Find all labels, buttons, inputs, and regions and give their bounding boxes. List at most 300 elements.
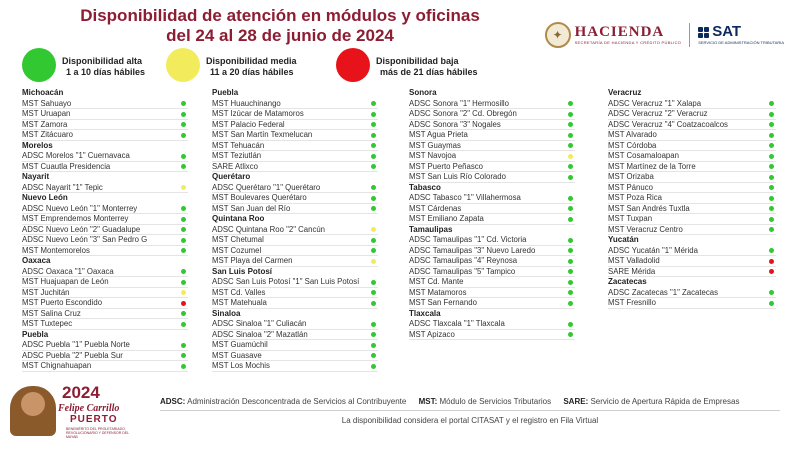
state-heading: Tabasco <box>409 182 441 192</box>
office-row <box>608 172 776 183</box>
office-row <box>22 204 188 215</box>
office-row <box>409 288 575 299</box>
office-row <box>608 141 776 152</box>
availability-dot-alta <box>371 185 376 190</box>
office-row <box>212 162 378 173</box>
office-row <box>22 309 188 320</box>
office-row <box>409 246 575 257</box>
office-name: MST Los Mochis <box>212 361 270 370</box>
office-row <box>409 204 575 215</box>
sat-mark-icon <box>698 27 709 38</box>
office-row <box>608 193 776 204</box>
office-name: MST Boulevares Querétaro <box>212 193 307 202</box>
office-row <box>212 141 378 152</box>
office-name: ADSC Veracruz "4" Coatzacoalcos <box>608 119 728 129</box>
office-row <box>22 120 188 131</box>
office-name: MST Zitácuaro <box>22 130 73 139</box>
office-row <box>22 246 188 257</box>
state-heading: Morelos <box>22 140 53 150</box>
office-row <box>212 204 378 215</box>
note-abbr: ADSC: <box>160 397 186 406</box>
office-name: MST Tehuacán <box>212 140 265 150</box>
office-row <box>608 151 776 162</box>
note-text: Módulo de Servicios Tributarios <box>439 397 552 406</box>
office-name: MST Juchitán <box>22 287 70 297</box>
availability-dot-alta <box>181 217 186 222</box>
availability-dot-alta <box>371 133 376 138</box>
availability-dot-alta <box>568 112 573 117</box>
state-heading: Nayarit <box>22 172 50 181</box>
availability-dot-baja <box>181 301 186 306</box>
availability-dot-alta <box>181 133 186 138</box>
legend <box>0 48 540 88</box>
availability-dot-baja <box>769 269 774 274</box>
office-row <box>22 298 188 309</box>
office-name: ADSC Tamaulipas "1" Cd. Victoria <box>409 235 527 244</box>
availability-dot-alta <box>568 101 573 106</box>
office-row <box>608 204 776 215</box>
office-name: MST Sahuayo <box>22 98 72 108</box>
note-text: Administración Desconcentrada de Servicios al Contribuyente <box>187 397 407 406</box>
state-heading: Michoacán <box>22 88 64 97</box>
office-row <box>409 99 575 110</box>
legend-range-media: 11 a 20 días hábiles <box>210 67 294 77</box>
office-name: ADSC San Luis Potosí "1" San Luis Potosí <box>212 277 360 286</box>
badge-name: Felipe Carrillo <box>58 403 120 414</box>
office-row <box>409 330 575 341</box>
office-row <box>608 214 776 225</box>
availability-dot-alta <box>769 122 774 127</box>
availability-dot-alta <box>769 112 774 117</box>
anniversary-badge <box>10 384 150 442</box>
office-name: ADSC Tamaulipas "5" Tampico <box>409 266 516 276</box>
availability-dot-alta <box>769 301 774 306</box>
office-name: MST Martínez de la Torre <box>608 161 696 171</box>
availability-dot-alta <box>371 101 376 106</box>
office-row <box>22 267 188 278</box>
availability-dot-alta <box>371 332 376 337</box>
state-heading: Sonora <box>409 88 437 97</box>
title-line-2: del 24 al 28 de junio de 2024 <box>166 26 394 45</box>
page-title <box>0 6 560 46</box>
office-name: MST Agua Prieta <box>409 130 468 139</box>
office-name: ADSC Yucatán "1" Mérida <box>608 245 698 255</box>
state-heading: Nuevo León <box>22 193 68 202</box>
availability-dot-media <box>181 185 186 190</box>
note-mst <box>419 397 552 406</box>
state-heading: Quintana Roo <box>212 214 265 223</box>
availability-dot-alta <box>181 227 186 232</box>
office-name: ADSC Tamaulipas "4" Reynosa <box>409 256 518 265</box>
hacienda-logo-subtitle: SECRETARÍA DE HACIENDA Y CRÉDITO PÚBLICO <box>574 40 682 45</box>
office-name: MST Valladolid <box>608 256 660 265</box>
office-row <box>22 183 188 194</box>
office-name: MST Tuxpan <box>608 214 653 223</box>
office-name: ADSC Sinaloa "1" Culiacán <box>212 319 307 328</box>
header-logos <box>545 22 784 48</box>
availability-dot-alta <box>769 164 774 169</box>
portrait-icon <box>10 386 56 436</box>
disclaimer: La disponibilidad considera el portal CITASAT y el registro en Fila Virtual <box>341 416 599 425</box>
office-name: MST Veracruz Centro <box>608 224 683 234</box>
office-name: ADSC Puebla "1" Puebla Norte <box>22 340 130 349</box>
availability-dot-alta <box>769 154 774 159</box>
office-name: ADSC Tamaulipas "3" Nuevo Laredo <box>409 245 536 255</box>
office-row <box>22 162 188 173</box>
office-name: ADSC Nuevo León "3" San Pedro G <box>22 235 148 244</box>
office-name: MST Chignahuapan <box>22 361 92 370</box>
office-column-2 <box>212 88 378 372</box>
logo-divider <box>689 23 690 47</box>
availability-dot-alta <box>181 364 186 369</box>
office-name: ADSC Nayarit "1" Tepic <box>22 182 103 192</box>
office-name: ADSC Nuevo León "1" Monterrey <box>22 203 138 213</box>
office-row <box>409 319 575 330</box>
availability-dot-alta <box>371 196 376 201</box>
availability-dot-alta <box>371 143 376 148</box>
office-name: MST Montemorelos <box>22 245 90 255</box>
office-row <box>22 214 188 225</box>
availability-dot-alta <box>371 164 376 169</box>
availability-dot-alta <box>181 353 186 358</box>
badge-surname: PUERTO <box>70 414 118 425</box>
office-name: MST Guaymas <box>409 140 461 150</box>
availability-dot-alta <box>769 290 774 295</box>
availability-dot-alta <box>181 101 186 106</box>
office-column-4 <box>608 88 776 309</box>
availability-dot-media <box>371 227 376 232</box>
office-name: MST Córdoba <box>608 140 657 150</box>
office-row <box>409 141 575 152</box>
office-name: ADSC Tabasco "1" Villahermosa <box>409 193 521 202</box>
availability-dot-alta <box>371 343 376 348</box>
availability-dot-alta <box>568 122 573 127</box>
office-row <box>212 288 378 299</box>
office-name: MST Poza Rica <box>608 193 663 202</box>
availability-dot-alta <box>181 122 186 127</box>
sat-logo-text: SAT <box>712 23 742 40</box>
footer-divider <box>160 410 780 411</box>
office-name: MST Izúcar de Matamoros <box>212 109 304 118</box>
office-row <box>608 120 776 131</box>
legend-dot-alta <box>22 48 56 82</box>
office-name: MST Palacio Federal <box>212 119 285 129</box>
availability-dot-alta <box>769 133 774 138</box>
office-name: MST Puerto Peñasco <box>409 161 483 171</box>
state-heading: Puebla <box>212 88 239 97</box>
title-line-1: Disponibilidad de atención en módulos y oficinas <box>80 6 480 25</box>
office-row <box>212 277 378 288</box>
office-name: MST Tuxtepec <box>22 319 73 328</box>
availability-dot-alta <box>181 112 186 117</box>
availability-dot-alta <box>568 143 573 148</box>
note-adsc <box>160 397 406 406</box>
availability-dot-alta <box>181 343 186 348</box>
office-name: MST Fresnillo <box>608 298 656 307</box>
office-name: MST Cosamaloapan <box>608 151 679 160</box>
office-name: ADSC Puebla "2" Puebla Sur <box>22 350 123 360</box>
office-row <box>212 246 378 257</box>
availability-dot-alta <box>371 122 376 127</box>
availability-dot-alta <box>181 238 186 243</box>
availability-dot-alta <box>181 311 186 316</box>
availability-dot-alta <box>181 206 186 211</box>
office-name: MST Puerto Escondido <box>22 298 103 307</box>
legend-range-baja: más de 21 días hábiles <box>380 67 478 77</box>
legend-label-media: Disponibilidad media <box>206 56 297 66</box>
office-name: ADSC Veracruz "1" Xalapa <box>608 98 702 108</box>
availability-dot-alta <box>769 217 774 222</box>
state-heading: Tamaulipas <box>409 224 453 234</box>
office-row <box>212 330 378 341</box>
legend-dot-baja <box>336 48 370 82</box>
office-name: MST Huauchinango <box>212 98 281 108</box>
office-row <box>22 225 188 236</box>
availability-dot-alta <box>769 101 774 106</box>
office-name: MST Cd. Mante <box>409 277 464 286</box>
availability-dot-alta <box>568 259 573 264</box>
office-row <box>212 225 378 236</box>
availability-dot-alta <box>769 185 774 190</box>
office-name: MST San Juan del Río <box>212 203 291 213</box>
office-name: MST Navojoa <box>409 151 457 160</box>
availability-dot-alta <box>181 164 186 169</box>
office-column-3 <box>409 88 575 340</box>
badge-year: 2024 <box>62 383 100 402</box>
sat-logo-subtitle: SERVICIO DE ADMINISTRACIÓN TRIBUTARIA <box>698 40 784 45</box>
availability-dot-baja <box>769 259 774 264</box>
office-row <box>212 256 378 267</box>
state-heading: Puebla <box>22 329 49 339</box>
hacienda-logo <box>575 24 682 46</box>
office-row <box>409 277 575 288</box>
office-row <box>212 351 378 362</box>
office-row <box>22 99 188 110</box>
office-row <box>409 120 575 131</box>
note-sare <box>563 397 739 406</box>
availability-dot-alta <box>371 112 376 117</box>
office-row <box>608 298 776 309</box>
availability-dot-alta <box>568 248 573 253</box>
office-row <box>409 256 575 267</box>
office-row <box>409 162 575 173</box>
office-row <box>22 235 188 246</box>
office-name: MST Teziutlán <box>212 151 262 160</box>
office-name: ADSC Quintana Roo "2" Cancún <box>212 224 326 234</box>
availability-dot-alta <box>181 269 186 274</box>
office-name: ADSC Tlaxcala "1" Tlaxcala <box>409 319 505 328</box>
availability-dot-alta <box>568 217 573 222</box>
office-name: ADSC Oaxaca "1" Oaxaca <box>22 266 114 276</box>
office-row <box>608 256 776 267</box>
office-row <box>608 246 776 257</box>
availability-dot-alta <box>568 269 573 274</box>
availability-dot-alta <box>568 301 573 306</box>
office-row <box>212 120 378 131</box>
state-heading: Zacatecas <box>608 277 647 286</box>
availability-dot-alta <box>568 164 573 169</box>
availability-dot-alta <box>371 301 376 306</box>
office-name: SARE Atlixco <box>212 161 258 171</box>
office-name: MST Matamoros <box>409 287 467 297</box>
availability-dot-alta <box>568 206 573 211</box>
office-row <box>22 351 188 362</box>
office-row <box>409 267 575 278</box>
abbreviation-notes <box>160 397 790 406</box>
state-heading: Tlaxcala <box>409 308 441 318</box>
office-row <box>608 162 776 173</box>
office-name: MST Matehuala <box>212 298 267 307</box>
availability-dot-alta <box>568 238 573 243</box>
office-row <box>608 225 776 236</box>
legend-range-alta: 1 a 10 días hábiles <box>66 67 146 77</box>
office-name: ADSC Morelos "1" Cuernavaca <box>22 151 130 160</box>
office-row <box>22 319 188 330</box>
availability-dot-media <box>568 154 573 159</box>
availability-dot-alta <box>568 290 573 295</box>
availability-dot-media <box>181 290 186 295</box>
office-name: MST Orizaba <box>608 172 654 181</box>
office-name: MST Cárdenas <box>409 203 462 213</box>
office-name: MST Guamúchil <box>212 340 268 349</box>
availability-dot-alta <box>568 196 573 201</box>
office-row <box>22 340 188 351</box>
availability-dot-alta <box>568 133 573 138</box>
office-row <box>212 235 378 246</box>
office-row <box>409 193 575 204</box>
note-abbr: SARE: <box>563 397 589 406</box>
sat-logo <box>698 24 784 46</box>
office-name: MST San Martín Texmelucan <box>212 130 313 139</box>
availability-dot-alta <box>181 322 186 327</box>
office-row <box>22 109 188 120</box>
availability-dot-alta <box>371 290 376 295</box>
office-row <box>409 235 575 246</box>
availability-dot-alta <box>371 280 376 285</box>
legend-dot-media <box>166 48 200 82</box>
office-name: ADSC Zacatecas "1" Zacatecas <box>608 287 718 297</box>
office-name: MST Cuautla Presidencia <box>22 161 111 171</box>
state-heading: Querétaro <box>212 172 251 181</box>
office-row <box>22 151 188 162</box>
availability-dot-alta <box>568 322 573 327</box>
office-row <box>608 99 776 110</box>
office-name: MST Cozumel <box>212 245 262 255</box>
office-row <box>212 130 378 141</box>
availability-dot-alta <box>769 175 774 180</box>
office-name: MST San Fernando <box>409 298 477 307</box>
office-name: MST Salina Cruz <box>22 308 81 318</box>
office-name: ADSC Sinaloa "2" Mazatlán <box>212 329 308 339</box>
office-row <box>212 340 378 351</box>
availability-dot-alta <box>181 280 186 285</box>
office-row <box>22 361 188 372</box>
office-row <box>212 99 378 110</box>
availability-dot-alta <box>371 322 376 327</box>
office-name: ADSC Sonora "2" Cd. Obregón <box>409 109 517 118</box>
office-name: ADSC Nuevo León "2" Guadalupe <box>22 224 141 234</box>
availability-dot-alta <box>371 238 376 243</box>
office-name: ADSC Veracruz "2" Veracruz <box>608 109 708 118</box>
office-row <box>22 130 188 141</box>
office-row <box>409 109 575 120</box>
office-row <box>212 193 378 204</box>
state-heading: Veracruz <box>608 88 642 97</box>
availability-dot-alta <box>371 248 376 253</box>
note-abbr: MST: <box>418 397 438 406</box>
office-row <box>608 267 776 278</box>
office-name: ADSC Querétaro "1" Querétaro <box>212 182 321 192</box>
office-name: MST Emiliano Zapata <box>409 214 484 223</box>
office-name: MST Zamora <box>22 119 68 129</box>
office-row <box>212 183 378 194</box>
availability-dot-alta <box>769 206 774 211</box>
office-name: SARE Mérida <box>608 266 656 276</box>
hacienda-seal-icon: ✦ <box>545 22 571 48</box>
availability-dot-alta <box>568 280 573 285</box>
office-name: ADSC Sonora "1" Hermosillo <box>409 98 510 108</box>
office-name: MST Cd. Valles <box>212 287 266 297</box>
office-name: MST Alvarado <box>608 130 657 139</box>
office-row <box>608 183 776 194</box>
office-row <box>409 298 575 309</box>
office-row <box>212 151 378 162</box>
badge-tagline: BENEMÉRITO DEL PROLETARIADO, REVOLUCIONARIO Y DEFENSOR DEL MAYAB <box>66 427 129 439</box>
office-column-1 <box>22 88 188 372</box>
legend-label-alta: Disponibilidad alta <box>62 56 143 66</box>
availability-dot-media <box>371 259 376 264</box>
office-row <box>608 130 776 141</box>
office-name: MST Emprendemos Monterrey <box>22 214 129 223</box>
office-row <box>409 151 575 162</box>
office-row <box>608 109 776 120</box>
office-row <box>409 130 575 141</box>
availability-dot-alta <box>769 248 774 253</box>
office-name: MST Pánuco <box>608 182 653 192</box>
availability-dot-alta <box>568 175 573 180</box>
note-text: Servicio de Apertura Rápida de Empresas <box>590 397 740 406</box>
state-heading: San Luis Potosí <box>212 266 273 276</box>
state-heading: Yucatán <box>608 235 639 244</box>
office-name: ADSC Sonora "3" Nogales <box>409 119 501 129</box>
availability-dot-alta <box>371 206 376 211</box>
office-row <box>409 172 575 183</box>
office-row <box>212 319 378 330</box>
office-row <box>212 109 378 120</box>
office-name: MST San Luis Río Colorado <box>409 172 506 181</box>
availability-dot-alta <box>769 143 774 148</box>
office-row <box>22 288 188 299</box>
office-name: MST Apizaco <box>409 329 455 339</box>
legend-label-baja: Disponibilidad baja <box>376 56 459 66</box>
availability-dot-alta <box>371 154 376 159</box>
office-name: MST Uruapan <box>22 109 71 118</box>
availability-dot-alta <box>769 227 774 232</box>
availability-dot-alta <box>568 332 573 337</box>
office-row <box>212 361 378 372</box>
hacienda-logo-text: HACIENDA <box>574 24 665 40</box>
office-name: MST Playa del Carmen <box>212 256 293 265</box>
office-name: MST San Andrés Tuxtla <box>608 203 690 213</box>
office-name: MST Huajuapan de León <box>22 277 109 286</box>
office-row <box>22 277 188 288</box>
office-row <box>409 214 575 225</box>
office-row <box>212 298 378 309</box>
availability-dot-alta <box>181 154 186 159</box>
availability-dot-alta <box>769 196 774 201</box>
availability-dot-alta <box>181 248 186 253</box>
office-name: MST Chetumal <box>212 235 264 244</box>
